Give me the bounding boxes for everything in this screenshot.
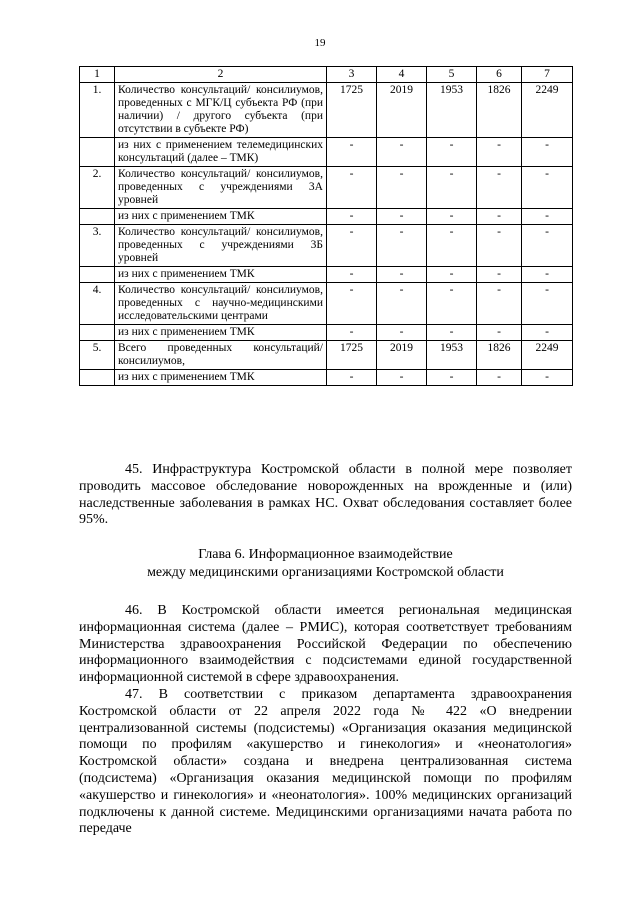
row-number: 3. [80, 225, 115, 267]
table-row [80, 325, 573, 341]
header-cell: 7 [522, 67, 573, 83]
chapter-heading-line2: между медицинскими организациями Костромской области [147, 565, 504, 580]
row-label: Всего проведенных консультаций/ консилиумов, [115, 341, 327, 370]
row-value: - [377, 225, 427, 267]
table-row [80, 267, 573, 283]
table-row [80, 167, 573, 209]
row-label: Количество консультаций/ консилиумов, проведенных с научно-медицинскими исследовательскими центрами [115, 283, 327, 325]
row-value: 2019 [377, 83, 427, 138]
row-value: 1953 [427, 341, 477, 370]
row-label: из них с применением телемедицинских консультаций (далее – ТМК) [115, 138, 327, 167]
header-cell: 4 [377, 67, 427, 83]
row-value: - [427, 167, 477, 209]
table-row [80, 283, 573, 325]
row-value: - [327, 209, 377, 225]
row-value: - [477, 167, 522, 209]
row-value: 1725 [327, 341, 377, 370]
row-value: 1826 [477, 83, 522, 138]
row-value: - [377, 325, 427, 341]
header-cell: 5 [427, 67, 477, 83]
table-row [80, 83, 573, 138]
row-label: из них с применением ТМК [115, 267, 327, 283]
row-value: - [522, 267, 573, 283]
row-value: - [522, 225, 573, 267]
row-label: Количество консультаций/ консилиумов, проведенных с МГК/Ц субъекта РФ (при наличии) / другого субъекта (при отсутствии в субъекте РФ) [115, 83, 327, 138]
row-label: из них с применением ТМК [115, 209, 327, 225]
row-value: - [327, 325, 377, 341]
row-value: - [477, 225, 522, 267]
table-row [80, 341, 573, 370]
row-value: - [377, 209, 427, 225]
row-value: - [477, 325, 522, 341]
row-value: - [377, 267, 427, 283]
row-value: - [377, 283, 427, 325]
row-value: - [477, 370, 522, 386]
header-cell: 2 [115, 67, 327, 83]
row-label: Количество консультаций/ консилиумов, проведенных с учреждениями 3Б уровней [115, 225, 327, 267]
row-value: - [522, 370, 573, 386]
row-number: 5. [80, 341, 115, 370]
paragraph-47: 47. В соответствии с приказом департамента здравоохранения Костромской области от 22 апреля 2022 года № 422 «О внедрении централизованной системы (подсистемы) «Организация оказания медицинской помощи по профилям «акушерство и гинекология» и «неонатология» Костромской области» создана и внедрена централизованная система (подсистема) «Организация оказания медицинской помощи по профилям «акушерство и гинекология» и «неонатология». 100% медицинских организаций подключены к данной системе. Медицинскими организациями начата работа по передаче [79, 687, 572, 837]
row-value: - [377, 167, 427, 209]
paragraph-46: 46. В Костромской области имеется региональная медицинская информационная система (далее – РМИС), которая соответствует требованиям Министерства здравоохранения Российской Федерации по обеспечению информационного взаимодействия с подсистемами единой государственной информационной системой в сфере здравоохранения. [79, 603, 572, 686]
row-number [80, 370, 115, 386]
row-value: - [327, 370, 377, 386]
row-value: - [427, 138, 477, 167]
row-value: - [522, 209, 573, 225]
row-value: - [522, 167, 573, 209]
row-value: - [427, 283, 477, 325]
row-number: 2. [80, 167, 115, 209]
row-value: - [377, 138, 427, 167]
row-number [80, 325, 115, 341]
row-number: 4. [80, 283, 115, 325]
row-value: 2249 [522, 83, 573, 138]
row-label: из них с применением ТМК [115, 325, 327, 341]
row-value: 2249 [522, 341, 573, 370]
row-value: - [477, 138, 522, 167]
header-cell: 3 [327, 67, 377, 83]
table-row [80, 225, 573, 267]
row-number [80, 138, 115, 167]
table-row [80, 209, 573, 225]
row-number [80, 209, 115, 225]
row-value: - [477, 283, 522, 325]
row-label: Количество консультаций/ консилиумов, проведенных с учреждениями 3А уровней [115, 167, 327, 209]
row-label: из них с применением ТМК [115, 370, 327, 386]
row-value: - [327, 267, 377, 283]
table-row [80, 138, 573, 167]
row-value: - [327, 283, 377, 325]
consultations-table [79, 66, 573, 386]
row-value: - [327, 138, 377, 167]
row-value: - [522, 283, 573, 325]
row-value: 1725 [327, 83, 377, 138]
row-value: - [327, 225, 377, 267]
paragraph-45: 45. Инфраструктура Костромской области в полной мере позволяет проводить массовое обследование новорожденных на врожденные и (или) наследственные заболевания в рамках НС. Охват обследования составляет более 95%. [79, 462, 572, 528]
row-value: - [477, 209, 522, 225]
row-value: 1826 [477, 341, 522, 370]
row-value: 2019 [377, 341, 427, 370]
row-value: 1953 [427, 83, 477, 138]
row-number [80, 267, 115, 283]
row-value: - [522, 138, 573, 167]
row-value: - [427, 370, 477, 386]
row-value: - [377, 370, 427, 386]
row-value: - [327, 167, 377, 209]
header-cell: 1 [80, 67, 115, 83]
header-cell: 6 [477, 67, 522, 83]
row-value: - [427, 209, 477, 225]
row-value: - [522, 325, 573, 341]
row-value: - [427, 225, 477, 267]
row-value: - [427, 267, 477, 283]
table-row [80, 370, 573, 386]
row-number: 1. [80, 83, 115, 138]
table-header-row [80, 67, 573, 83]
chapter-heading-line1: Глава 6. Информационное взаимодействие [198, 547, 453, 562]
row-value: - [477, 267, 522, 283]
row-value: - [427, 325, 477, 341]
page-number: 19 [314, 37, 326, 49]
